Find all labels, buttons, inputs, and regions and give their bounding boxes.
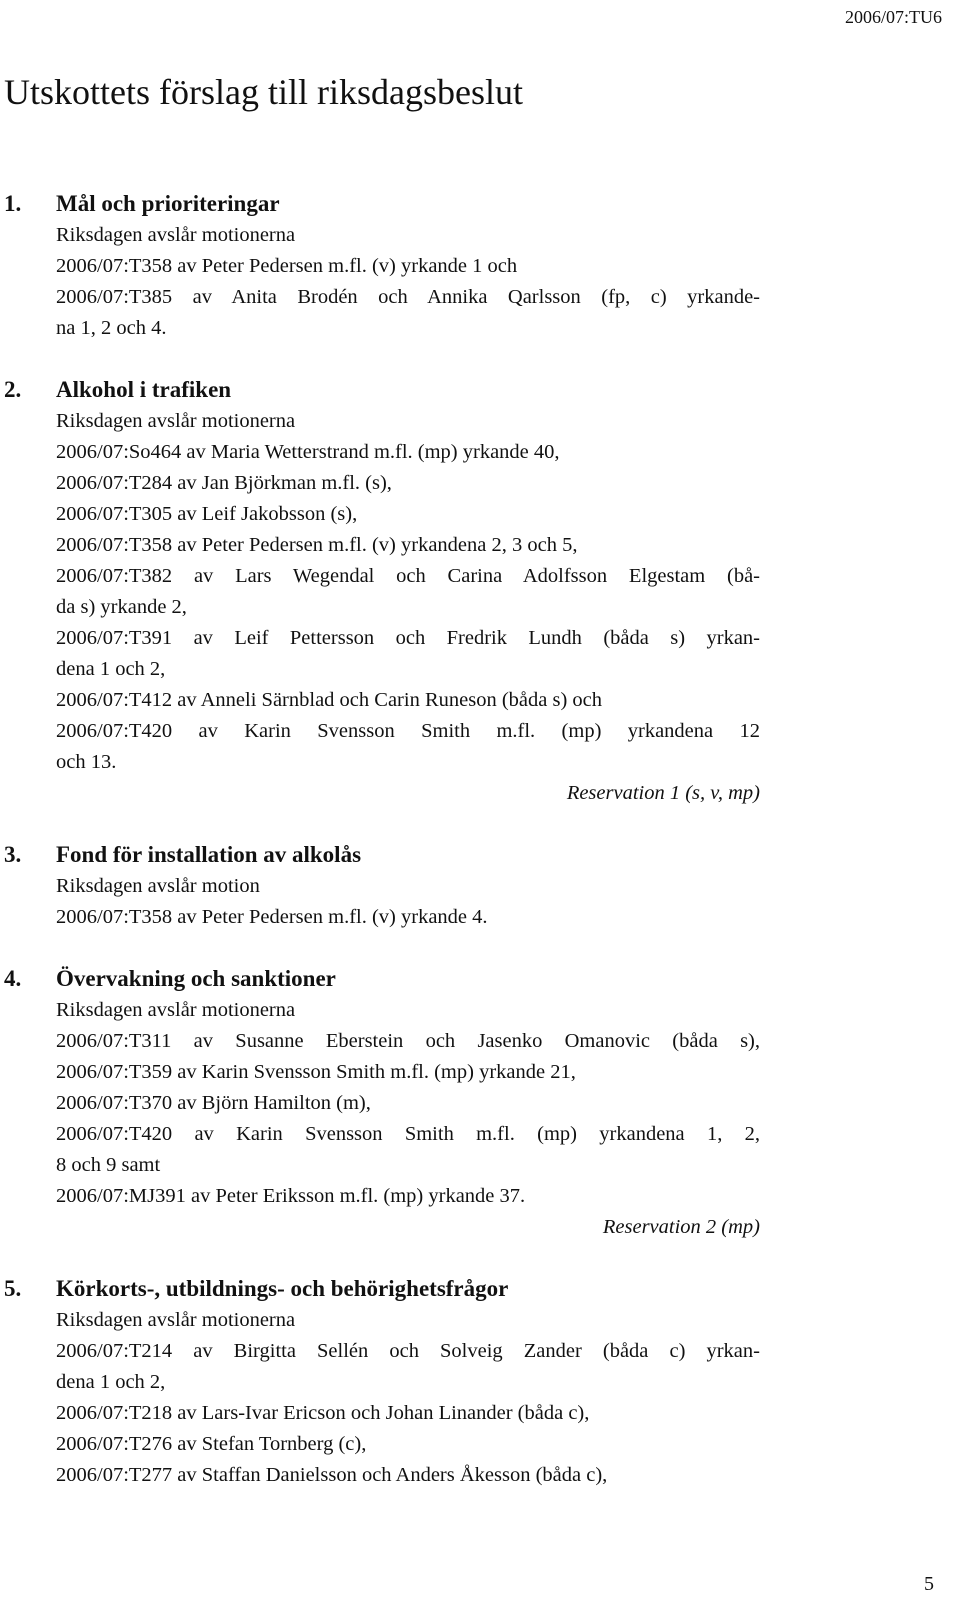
decision-section xyxy=(0,839,760,933)
section-body xyxy=(56,220,760,344)
section-title: Körkorts-, utbildnings- och behörighetsfrågor xyxy=(56,1276,509,1301)
motion-line: dena 1 och 2, xyxy=(56,658,166,680)
motion-line: da s) yrkande 2, xyxy=(56,596,187,618)
section-heading xyxy=(0,1273,760,1305)
page-number: 5 xyxy=(924,1573,934,1595)
motion-line: 2006/07:So464 av Maria Wetterstrand m.fl. (mp) yrkande 40, xyxy=(56,441,560,463)
motion-line: 2006/07:T370 av Björn Hamilton (m), xyxy=(56,1092,371,1114)
decision-statement: Riksdagen avslår motionerna xyxy=(56,224,296,246)
motion-line: 2006/07:T218 av Lars-Ivar Ericson och Johan Linander (båda c), xyxy=(56,1402,590,1424)
section-number: 3. xyxy=(4,842,22,867)
motion-line: 2006/07:T276 av Stefan Tornberg (c), xyxy=(56,1433,367,1455)
decision-statement: Riksdagen avslår motionerna xyxy=(56,1309,296,1331)
motion-line: 2006/07:T391 av Leif Pettersson och Fredrik Lundh (båda s) yrkan- xyxy=(56,627,760,649)
section-number: 2. xyxy=(4,377,22,402)
document-id: 2006/07:TU6 xyxy=(845,7,942,27)
page-title: Utskottets förslag till riksdagsbeslut xyxy=(4,72,523,112)
section-heading xyxy=(0,839,760,871)
motion-line: 2006/07:T412 av Anneli Särnblad och Carin Runeson (båda s) och xyxy=(56,689,602,711)
section-heading xyxy=(0,963,760,995)
motion-line: 2006/07:T358 av Peter Pedersen m.fl. (v) yrkande 1 och xyxy=(56,255,518,277)
section-body xyxy=(56,871,760,933)
reservation-note: Reservation 2 (mp) xyxy=(602,1216,760,1238)
decision-statement: Riksdagen avslår motion xyxy=(56,875,260,897)
motion-line: 2006/07:T358 av Peter Pedersen m.fl. (v) yrkandena 2, 3 och 5, xyxy=(56,534,578,556)
section-title: Fond för installation av alkolås xyxy=(56,842,362,867)
motion-line: 2006/07:T214 av Birgitta Sellén och Solveig Zander (båda c) yrkan- xyxy=(56,1340,760,1362)
decision-section xyxy=(0,374,760,809)
section-title: Alkohol i trafiken xyxy=(56,377,232,402)
decision-statement: Riksdagen avslår motionerna xyxy=(56,999,296,1021)
section-number: 5. xyxy=(4,1276,22,1301)
motion-line: 2006/07:T277 av Staffan Danielsson och Anders Åkesson (båda c), xyxy=(56,1464,608,1486)
decision-statement: Riksdagen avslår motionerna xyxy=(56,410,296,432)
section-heading xyxy=(0,188,760,220)
section-title: Mål och prioriteringar xyxy=(56,191,280,216)
motion-line: 2006/07:MJ391 av Peter Eriksson m.fl. (mp) yrkande 37. xyxy=(56,1185,526,1207)
decision-section xyxy=(0,963,760,1243)
motion-line: och 13. xyxy=(56,751,117,773)
motion-line: 2006/07:T311 av Susanne Eberstein och Jasenko Omanovic (båda s), xyxy=(56,1030,760,1052)
section-heading xyxy=(0,374,760,406)
section-body xyxy=(56,406,760,809)
motion-line: 2006/07:T420 av Karin Svensson Smith m.fl. (mp) yrkandena 1, 2, xyxy=(56,1123,760,1145)
motion-line: 2006/07:T385 av Anita Brodén och Annika Qarlsson (fp, c) yrkande- xyxy=(56,286,760,308)
section-body xyxy=(56,1305,760,1491)
decision-section xyxy=(0,188,760,344)
motion-line: 2006/07:T420 av Karin Svensson Smith m.fl. (mp) yrkandena 12 xyxy=(56,720,760,742)
motion-line: 2006/07:T284 av Jan Björkman m.fl. (s), xyxy=(56,472,392,494)
decision-proposals xyxy=(0,188,760,1491)
motion-line: 2006/07:T305 av Leif Jakobsson (s), xyxy=(56,503,358,525)
decision-section xyxy=(0,1273,760,1491)
motion-line: dena 1 och 2, xyxy=(56,1371,166,1393)
motion-line: 2006/07:T382 av Lars Wegendal och Carina Adolfsson Elgestam (bå- xyxy=(56,565,760,587)
reservation-note: Reservation 1 (s, v, mp) xyxy=(566,782,760,804)
motion-line: 2006/07:T359 av Karin Svensson Smith m.fl. (mp) yrkande 21, xyxy=(56,1061,576,1083)
section-number: 4. xyxy=(4,966,22,991)
motion-line: 2006/07:T358 av Peter Pedersen m.fl. (v) yrkande 4. xyxy=(56,906,488,928)
motion-line: 8 och 9 samt xyxy=(56,1154,161,1176)
section-title: Övervakning och sanktioner xyxy=(56,966,336,991)
section-body xyxy=(56,995,760,1243)
section-number: 1. xyxy=(4,191,22,216)
motion-line: na 1, 2 och 4. xyxy=(56,317,167,339)
